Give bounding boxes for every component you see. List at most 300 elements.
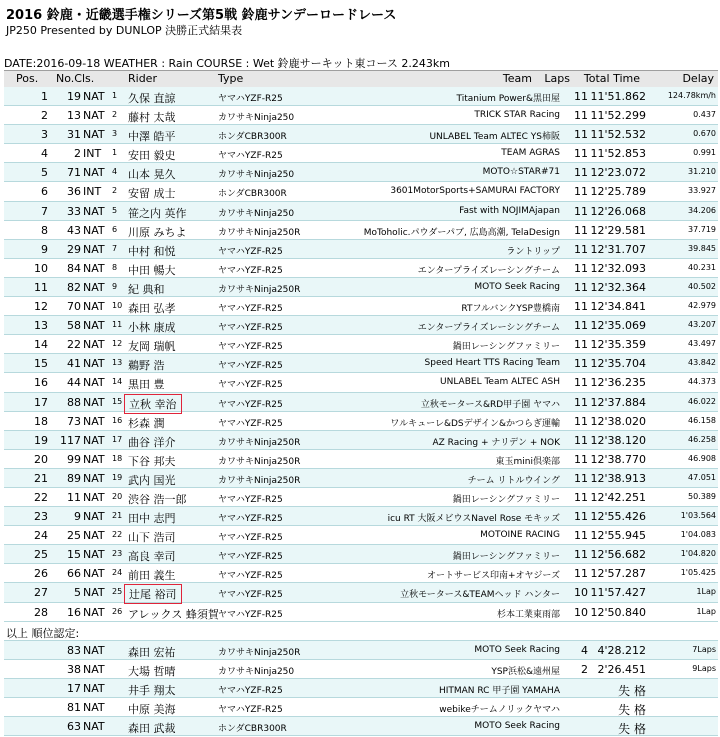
cell-number: 11 — [67, 490, 81, 504]
cell-laps: 11 — [574, 548, 588, 562]
cell-class: NAT — [83, 700, 105, 714]
cell-total-time: 11'51.862 — [590, 90, 646, 103]
cell-number: 5 — [74, 586, 81, 600]
table-row-unclassified — [4, 679, 718, 698]
cell-type: ヤマハYZF-R25 — [218, 323, 283, 334]
cell-pos: 18 — [34, 414, 48, 428]
cell-team: 東玉mini倶楽部 — [495, 456, 560, 467]
cell-type: ヤマハYZF-R25 — [218, 590, 283, 601]
cell-pos: 19 — [34, 433, 48, 447]
cell-number: 66 — [67, 567, 81, 581]
cell-rider: 小林 康成 — [128, 321, 176, 335]
cell-total-time: 12'36.235 — [590, 376, 646, 390]
cell-total-time: 4'28.212 — [597, 643, 646, 657]
cell-laps: 11 — [574, 414, 588, 428]
cell-team: MOTO Seek Racing — [474, 721, 560, 731]
table-row — [4, 316, 718, 335]
cell-rider: 中田 暢大 — [128, 263, 176, 277]
cell-number: 33 — [67, 204, 81, 218]
cell-laps: 11 — [574, 567, 588, 581]
cell-number: 43 — [67, 223, 81, 237]
cell-team: MOTO Seek Racing — [474, 281, 560, 292]
cell-type: ホンダCBR300R — [218, 132, 287, 143]
cell-laps: 11 — [574, 109, 588, 123]
cell-delay: 0.991 — [693, 148, 716, 158]
cell-total-time: 12'50.840 — [590, 605, 646, 619]
cell-class: NAT — [83, 567, 105, 581]
cell-total-time: 11'52.299 — [590, 109, 646, 123]
cell-total-time: 12'32.364 — [590, 280, 646, 294]
cell-class: NAT — [83, 433, 105, 447]
cell-laps: 11 — [574, 128, 588, 142]
cell-class: NAT — [83, 300, 105, 314]
cell-total-time: 12'31.707 — [590, 242, 646, 256]
cell-number: 17 — [67, 681, 81, 695]
cell-number: 88 — [67, 395, 81, 409]
cell-number: 31 — [67, 128, 81, 142]
cell-type: ヤマハYZF-R25 — [218, 265, 283, 276]
table-row-unclassified — [4, 717, 718, 736]
cell-delay: 0.437 — [693, 110, 716, 120]
cell-delay: 46.158 — [688, 415, 716, 425]
cell-rider: 鵜野 浩 — [128, 359, 165, 373]
cell-class: NAT — [83, 490, 105, 504]
cell-type: ヤマハYZF-R25 — [218, 552, 283, 563]
cell-number: 58 — [67, 319, 81, 333]
cell-total-time: 12'35.704 — [590, 357, 646, 371]
cell-type: ヤマハYZF-R25 — [218, 361, 283, 372]
cell-delay: 43.842 — [688, 358, 716, 368]
cell-number: 19 — [67, 90, 81, 103]
cell-number: 70 — [67, 300, 81, 314]
cell-type: カワサキNinja250R — [218, 284, 301, 295]
classified-note — [4, 622, 718, 641]
cell-total-time: 12'42.251 — [590, 490, 646, 504]
cell-class-rank: 23 — [112, 549, 123, 559]
cell-laps: 11 — [574, 433, 588, 447]
cell-laps: 11 — [574, 166, 588, 180]
cell-delay: 1'04.820 — [680, 549, 716, 559]
cell-pos: 16 — [34, 376, 48, 390]
cell-type: ホンダCBR300R — [218, 724, 287, 734]
cell-rider: アレックス 蜂須賀 — [128, 607, 219, 621]
cell-total-time: 12'57.287 — [590, 567, 646, 581]
cell-pos: 8 — [41, 223, 48, 237]
table-row — [4, 526, 718, 545]
cell-delay: 40.231 — [688, 262, 716, 272]
race-conditions: DATE:2016-09-18 WEATHER : Rain COURSE : Wet 鈴鹿サーキット東コース 2.243km — [4, 57, 450, 70]
cell-class: NAT — [83, 90, 105, 103]
cell-laps: 11 — [574, 529, 588, 543]
cell-type: カワサキNinja250R — [218, 475, 301, 486]
cell-class-rank: 8 — [112, 262, 118, 272]
cell-delay: 46.022 — [688, 396, 716, 406]
cell-team: チーム リトルウイング — [467, 475, 560, 486]
cell-type: カワサキNinja250R — [218, 227, 301, 238]
cell-pos: 7 — [41, 204, 48, 218]
header-delay: Delay — [682, 72, 714, 85]
cell-number: 2 — [74, 147, 81, 161]
cell-team: 立秋モータース&TEAMヘッド ハンター — [400, 590, 560, 601]
cell-total-time: 12'38.120 — [590, 433, 646, 447]
cell-team: YSP浜松&遠州屋 — [491, 666, 560, 677]
cell-delay: 1'03.564 — [680, 511, 716, 521]
cell-pos: 13 — [34, 319, 48, 333]
cell-type: カワサキNinja250 — [218, 113, 295, 124]
cell-type: ヤマハYZF-R25 — [218, 94, 283, 104]
table-row — [4, 163, 718, 182]
cell-class-rank: 14 — [112, 377, 123, 387]
cell-number: 41 — [67, 357, 81, 371]
cell-number: 16 — [67, 605, 81, 619]
cell-class: NAT — [83, 605, 105, 619]
cell-rider: 高良 幸司 — [128, 550, 176, 564]
cell-team: Fast with NOJIMAjapan — [459, 205, 560, 216]
cell-rider: 森田 武裁 — [128, 722, 176, 735]
cell-rider: 渋谷 浩一郎 — [128, 492, 187, 506]
cell-team: 鍋田レーシングファミリー — [452, 552, 560, 563]
cell-class: NAT — [83, 720, 105, 733]
cell-number: 38 — [67, 662, 81, 676]
cell-pos: 24 — [34, 529, 48, 543]
cell-rider: 井手 翔太 — [128, 683, 176, 697]
cell-rider: 森田 弘孝 — [128, 302, 176, 316]
cell-number: 29 — [67, 242, 81, 256]
page-title: 2016 鈴鹿・近畿選手権シリーズ第5戦 鈴鹿サンデーロードレース — [6, 8, 397, 23]
cell-number: 13 — [67, 109, 81, 123]
cell-rider: 中澤 皓平 — [128, 130, 176, 144]
cell-delay: 42.979 — [688, 301, 716, 311]
table-row — [4, 583, 718, 602]
cell-delay: 47.051 — [688, 472, 716, 482]
header-total-time: Total Time — [583, 72, 640, 85]
cell-class-rank: 5 — [112, 205, 118, 215]
cell-pos: 27 — [34, 586, 48, 600]
cell-class-rank: 9 — [112, 281, 118, 291]
cell-pos: 14 — [34, 338, 48, 352]
cell-number: 44 — [67, 376, 81, 390]
cell-class-rank: 20 — [112, 491, 123, 501]
cell-laps: 11 — [574, 490, 588, 504]
cell-delay: 0.670 — [693, 129, 716, 139]
cell-total-time: 12'55.945 — [590, 529, 646, 543]
cell-laps: 11 — [574, 395, 588, 409]
table-row — [4, 221, 718, 240]
cell-laps: 11 — [574, 280, 588, 294]
cell-pos: 12 — [34, 300, 48, 314]
cell-number: 117 — [60, 433, 81, 447]
cell-team: webikeチームノリックヤマハ — [439, 704, 560, 715]
cell-total-time: 12'23.072 — [590, 166, 646, 180]
cell-team: 立秋モータース&RD甲子園 ヤマハ — [420, 399, 560, 410]
cell-team: Speed Heart TTS Racing Team — [424, 358, 560, 369]
cell-rider: 杉森 潤 — [128, 416, 165, 430]
cell-total-time: 12'38.020 — [590, 414, 646, 428]
cell-number: 22 — [67, 338, 81, 352]
cell-team: UNLABEL Team ALTEC YS柿阪 — [429, 132, 560, 143]
cell-pos: 20 — [34, 452, 48, 466]
cell-delay: 43.497 — [688, 339, 716, 349]
cell-team: ラントリップ — [506, 246, 560, 257]
cell-rider: 友岡 瑞帆 — [128, 340, 176, 354]
table-row — [4, 564, 718, 583]
cell-total-time: 失 格 — [618, 683, 646, 698]
cell-delay: 37.719 — [688, 224, 716, 234]
cell-type: ヤマハYZF-R25 — [218, 399, 283, 410]
cell-type: カワサキNinja250R — [218, 456, 301, 467]
cell-type: ヤマハYZF-R25 — [218, 151, 283, 162]
cell-delay: 1Lap — [696, 606, 716, 616]
table-row — [4, 259, 718, 278]
cell-total-time: 12'56.682 — [590, 548, 646, 562]
cell-type: ホンダCBR300R — [218, 189, 287, 200]
cell-number: 36 — [67, 185, 81, 199]
cell-pos: 17 — [34, 395, 48, 409]
cell-class-rank: 15 — [112, 396, 123, 406]
cell-class: NAT — [83, 357, 105, 371]
cell-team: Titanium Power&黒田屋 — [456, 94, 560, 104]
table-row — [4, 278, 718, 297]
cell-pos: 23 — [34, 510, 48, 524]
cell-delay: 124.78km/h — [667, 91, 716, 100]
cell-total-time: 12'25.789 — [590, 185, 646, 199]
cell-pos: 25 — [34, 548, 48, 562]
cell-class-rank: 18 — [112, 453, 123, 463]
table-row — [4, 202, 718, 221]
cell-type: ヤマハYZF-R25 — [218, 246, 283, 257]
cell-number: 63 — [67, 720, 81, 733]
cell-type: ヤマハYZF-R25 — [218, 342, 283, 353]
table-row — [4, 412, 718, 431]
cell-delay: 50.389 — [688, 491, 716, 501]
cell-class-rank: 19 — [112, 472, 123, 482]
cell-type: ヤマハYZF-R25 — [218, 304, 283, 315]
cell-laps: 11 — [574, 242, 588, 256]
cell-pos: 5 — [41, 166, 48, 180]
cell-pos: 2 — [41, 109, 48, 123]
cell-delay: 46.258 — [688, 434, 716, 444]
cell-team: icu RT 大阪メビウスNavel Rose モキッズ — [387, 514, 560, 525]
cell-total-time: 12'32.093 — [590, 261, 646, 275]
cell-class-rank: 3 — [112, 129, 118, 139]
cell-type: カワサキNinja250 — [218, 170, 295, 181]
cell-class: NAT — [83, 261, 105, 275]
table-row — [4, 182, 718, 201]
cell-class: NAT — [83, 681, 105, 695]
cell-team: ワルキューレ&DSデザイン&かつらぎ運輸 — [390, 418, 560, 429]
cell-type: カワサキNinja250 — [218, 666, 295, 677]
cell-class: NAT — [83, 319, 105, 333]
cell-delay: 33.927 — [688, 186, 716, 196]
table-row — [4, 488, 718, 507]
table-row — [4, 354, 718, 373]
cell-rider: 田中 志門 — [128, 512, 176, 526]
cell-laps: 11 — [574, 204, 588, 218]
cell-delay: 46.908 — [688, 453, 716, 463]
cell-laps: 11 — [574, 510, 588, 524]
cell-laps: 11 — [574, 261, 588, 275]
cell-class: NAT — [83, 280, 105, 294]
cell-class: NAT — [83, 223, 105, 237]
cell-class-rank: 24 — [112, 568, 123, 578]
cell-class: NAT — [83, 376, 105, 390]
cell-class-rank: 2 — [112, 110, 118, 120]
results-table — [4, 87, 718, 736]
cell-class-rank: 4 — [112, 167, 118, 177]
cell-class-rank: 17 — [112, 434, 123, 444]
table-row — [4, 373, 718, 392]
cell-delay: 7Laps — [692, 644, 716, 654]
table-row — [4, 87, 718, 106]
table-row — [4, 240, 718, 259]
cell-rider: 久保 直諒 — [128, 92, 176, 105]
cell-team: MOTO Seek Racing — [474, 644, 560, 655]
cell-rider: 下谷 邦夫 — [128, 454, 176, 468]
table-row — [4, 106, 718, 125]
cell-team: エンタープライズレーシングチーム — [417, 265, 560, 276]
header-team: Team — [502, 72, 532, 85]
cell-rider: 武内 国光 — [128, 473, 176, 487]
cell-class-rank: 25 — [112, 587, 123, 597]
cell-class: NAT — [83, 662, 105, 676]
cell-team: HITMAN RC 甲子園 YAMAHA — [438, 685, 560, 696]
cell-class-rank: 7 — [112, 243, 118, 253]
header-pos: Pos. — [16, 72, 39, 85]
table-row — [4, 603, 718, 622]
table-row — [4, 431, 718, 450]
cell-pos: 4 — [41, 147, 48, 161]
cell-class: NAT — [83, 548, 105, 562]
cell-type: ヤマハYZF-R25 — [218, 514, 283, 525]
cell-total-time: 2'26.451 — [597, 662, 646, 676]
cell-delay: 34.206 — [688, 205, 716, 215]
cell-laps: 11 — [574, 471, 588, 485]
cell-laps: 11 — [574, 452, 588, 466]
cell-class: NAT — [83, 471, 105, 485]
table-header — [4, 70, 718, 88]
cell-team: AZ Racing + ナリデン + NOK — [432, 437, 560, 448]
cell-rider: 曲谷 洋介 — [128, 435, 176, 449]
cell-rider: 山下 浩司 — [128, 531, 176, 545]
cell-total-time: 12'35.359 — [590, 338, 646, 352]
cell-type: ヤマハYZF-R25 — [218, 571, 283, 582]
cell-class-rank: 13 — [112, 358, 123, 368]
table-row-unclassified — [4, 641, 718, 660]
table-row — [4, 507, 718, 526]
cell-rider: 辻尾 裕司 — [126, 586, 180, 602]
cell-class-rank: 10 — [112, 301, 123, 311]
cell-laps: 10 — [574, 605, 588, 619]
cell-class: INT — [83, 147, 102, 161]
cell-pos: 3 — [41, 128, 48, 142]
cell-type: ヤマハYZF-R25 — [218, 494, 283, 505]
cell-rider: 前田 義生 — [128, 569, 176, 583]
cell-number: 83 — [67, 643, 81, 657]
cell-pos: 15 — [34, 357, 48, 371]
cell-class-rank: 12 — [112, 339, 123, 349]
cell-delay: 44.373 — [688, 377, 716, 387]
cell-number: 25 — [67, 529, 81, 543]
cell-class: NAT — [83, 128, 105, 142]
cell-class-rank: 2 — [112, 186, 118, 196]
cell-rider: 山本 晃久 — [128, 168, 176, 182]
table-row — [4, 469, 718, 488]
cell-rider: 森田 宏祐 — [128, 645, 176, 659]
cell-team: オートサービス印南+オヤジーズ — [426, 571, 560, 582]
cell-class: NAT — [83, 338, 105, 352]
cell-total-time: 失 格 — [618, 702, 646, 717]
table-row-unclassified — [4, 698, 718, 717]
cell-total-time: 11'52.853 — [590, 147, 646, 161]
cell-rider: 笹之内 英作 — [128, 206, 187, 220]
cell-number: 73 — [67, 414, 81, 428]
cell-delay: 39.845 — [688, 243, 716, 253]
cell-delay: 1Lap — [696, 587, 716, 597]
cell-team: UNLABEL Team ALTEC ASH — [440, 377, 560, 388]
cell-laps: 11 — [574, 300, 588, 314]
cell-rider: 中村 和悦 — [128, 244, 176, 258]
cell-rider: 安田 毅史 — [128, 149, 176, 163]
cell-pos: 21 — [34, 471, 48, 485]
table-row — [4, 450, 718, 469]
cell-type: カワサキNinja250 — [218, 208, 295, 219]
cell-class: NAT — [83, 643, 105, 657]
cell-team: 3601MotorSports+SAMURAI FACTORY — [390, 186, 560, 197]
cell-number: 9 — [74, 510, 81, 524]
cell-team: エンタープライズレーシングチーム — [417, 323, 560, 334]
cell-rider: 安留 成士 — [128, 187, 176, 201]
cell-rider: 黒田 豊 — [128, 378, 165, 392]
cell-type: ヤマハYZF-R25 — [218, 533, 283, 544]
cell-delay: 31.210 — [688, 167, 716, 177]
cell-type: ヤマハYZF-R25 — [218, 609, 283, 620]
cell-laps: 11 — [574, 90, 588, 103]
cell-class-rank: 16 — [112, 415, 123, 425]
cell-team: 鍋田レーシングファミリー — [452, 342, 560, 353]
cell-team: TRICK STAR Racing — [474, 110, 560, 121]
cell-team: MoToholic.パウダーパブ, 広島高潮, TelaDesign — [363, 227, 560, 238]
cell-number: 84 — [67, 261, 81, 275]
cell-class: NAT — [83, 166, 105, 180]
cell-rider: 大場 哲晴 — [128, 664, 176, 678]
cell-pos: 1 — [41, 90, 48, 103]
cell-delay: 1'04.083 — [680, 530, 716, 540]
cell-number: 15 — [67, 548, 81, 562]
cell-pos: 6 — [41, 185, 48, 199]
cell-laps: 10 — [574, 586, 588, 600]
cell-laps: 11 — [574, 338, 588, 352]
cell-rider: 立秋 幸治 — [126, 396, 180, 412]
cell-class: NAT — [83, 395, 105, 409]
cell-class: INT — [83, 185, 102, 199]
cell-total-time: 12'55.426 — [590, 510, 646, 524]
cell-total-time: 12'38.913 — [590, 471, 646, 485]
cell-laps: 4 — [581, 643, 588, 657]
cell-class: NAT — [83, 204, 105, 218]
table-row — [4, 297, 718, 316]
cell-class-rank: 1 — [112, 91, 118, 100]
cell-number: 71 — [67, 166, 81, 180]
cell-delay: 40.502 — [688, 281, 716, 291]
cell-number: 99 — [67, 452, 81, 466]
cell-rider: 中原 美海 — [128, 702, 176, 716]
cell-team: MOTOINE RACING — [480, 530, 560, 541]
cell-pos: 26 — [34, 567, 48, 581]
cell-laps: 11 — [574, 376, 588, 390]
cell-class-rank: 26 — [112, 606, 123, 616]
header-no-cls: No.Cls. — [56, 72, 95, 85]
cell-class: NAT — [83, 414, 105, 428]
